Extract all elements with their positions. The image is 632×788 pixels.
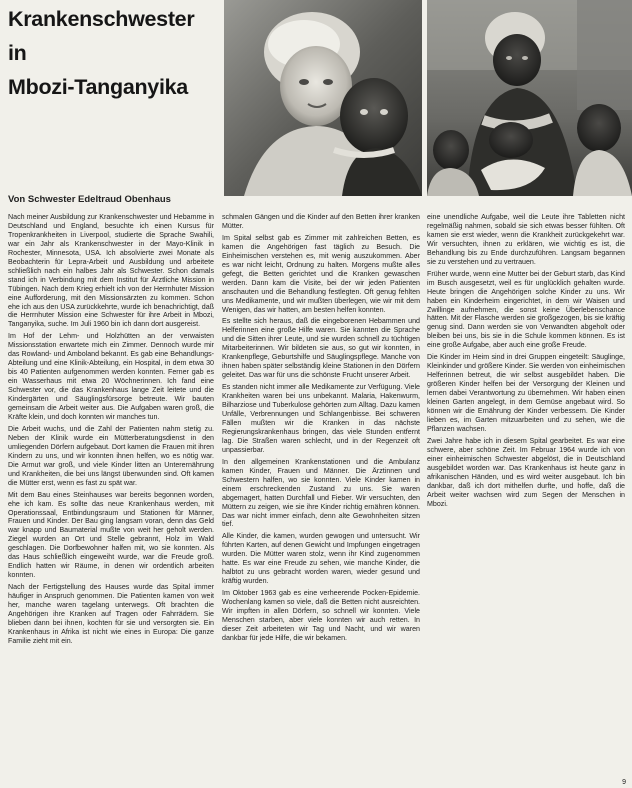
text-column-1	[8, 213, 214, 785]
mother-with-children-photo	[427, 0, 632, 196]
title-line-3: Mbozi-Tanganyika	[8, 75, 188, 99]
paragraph: Es stellte sich heraus, daß die eingeborenen Hebammen und Helferinnen eine große Hilfe waren. Sie kannten die Sprache und die Sitten ihrer Leute, und sie wurden schnell zu tüchtigen Mitarbeiterinnen. Wir bildeten sie aus, so gut wir konnten, in Krankenpflege, Geburtshilfe und Säuglingspflege. Manche von ihnen haben später selbständig kleine Stationen in den Dörfern geleitet. Das war für uns die schönste Frucht unserer Arbeit.	[222, 317, 420, 380]
text-column-3	[427, 213, 625, 785]
paragraph: Alle Kinder, die kamen, wurden gewogen und untersucht. Wir führten Karten, auf denen Gewicht und Impfungen eingetragen wurden. Die Mütter waren stolz, wenn ihr Kind zugenommen hatte. Es war eine Freude zu sehen, wie manche Kinder, die halbtot zu uns gebracht worden waren, wieder gesund und kräftig wurden.	[222, 532, 420, 586]
paragraph: Die Arbeit wuchs, und die Zahl der Patienten nahm stetig zu. Neben der Klinik wurde ein Mütterberatungsdienst in den umliegenden Dörfern aufgebaut. Dort kamen die Frauen mit ihren Kindern zu uns, und wir konnten ihnen helfen, wo es nötig war. Die Armut war groß, und viele Kinder litten an Unterernährung und Krankheiten, die bei uns längst überwunden sind. Oft kamen die Mütter erst, wenn es fast zu spät war.	[8, 424, 214, 487]
article-byline: Von Schwester Edeltraud Obenhaus	[8, 194, 171, 205]
nurse-with-child-photo	[224, 0, 422, 196]
page-number: 9	[622, 779, 626, 786]
paragraph: Die Kinder im Heim sind in drei Gruppen eingeteilt: Säuglinge, Kleinkinder und größere Kinder. Sie werden von einheimischen Helferinnen betreut, die wir selbst ausgebildet haben. Die größeren Kinder helfen bei der Versorgung der Kleinen und lernen dabei Verantwortung zu übernehmen. Wir haben einen kleinen Garten angelegt, in dem Gemüse angebaut wird. So können wir die Ernährung der Kinder verbessern. Die Kinder lieben es, im Garten mitzuarbeiten und zu sehen, wie die Pflanzen wachsen.	[427, 353, 625, 433]
paragraph: Nach meiner Ausbildung zur Krankenschwester und Hebamme in Deutschland und England, besuchte ich einen Kursus für Tropenkrankheiten in Liverpool, studierte die Sprache Swahili, war ein Jahr als Krankenschwester in der Mayo-Klinik in Rochester, Minnesota, USA. Ich absolvierte zwei Monate als Beobachterin für Lepra-Arbeit und Ausbildung und arbeitete schließlich nach ein halbes Jahr als Schwester. Schon damals stand ich in Verbindung mit dem Institut für Ärztliche Mission in Tübingen. Nach dem Krieg erhielt ich von der Herrnhuter Mission eine Aufforderung, mit den Missionsärzten zu kommen. Schon ehe ich aus den USA zurückkehrte, wurde ich benachrichtigt, daß die Herrnhuter Mission eine Schwester für ihre Arbeit in Mbozi, Tanganyika, suche. Im Juli 1960 bin ich dann dort ausgereist.	[8, 213, 214, 329]
text-column-2	[222, 213, 420, 785]
mother-with-children-image	[427, 0, 632, 196]
paragraph: eine unendliche Aufgabe, weil die Leute ihre Tabletten nicht regelmäßig nahmen, sobald sie sich etwas besser fühlten. Oft kamen sie erst wieder, wenn die Krankheit zurückgekehrt war. Wir versuchten, ihnen zu erklären, wie wichtig es ist, die Behandlung bis zu Ende durchzuführen. Langsam begannen sie zu verstehen und zu vertrauen.	[427, 213, 625, 266]
paragraph: Im Hof der Lehm- und Holzhütten an der verwaisten Missionsstation erwartete mich ein Zimmer. Dennoch wurde mir das Rowland- und Amboland bekannt. Es gab eine Behandlungs-Abteilung und eine Klinik-Abteilung, ein Hospital, in dem etwa 30 bis 40 Patienten aufgenommen werden konnten. Ferner gab es ein Wasserhaus mit etwa 20 Wöchnerinnen. Ich fand eine Schwester vor, die das Krankenhaus lange Zeit leitete und die Kindergärten und Säuglingsfürsorge betreute. Wir bauten gemeinsam die Arbeit weiter aus. Die Aufgaben waren groß, die Kräfte klein, und doch konnten wir manches tun.	[8, 332, 214, 421]
paragraph: Im Spital selbst gab es Zimmer mit zahlreichen Betten, es kamen die Angehörigen fast täglich zu Besuch. Die Einheimischen verstehen es, mit wenig auszukommen. Aber es war nicht leicht, Ordnung zu halten. Morgens mußte alles gefegt, die Betten gerichtet und die Kranken gewaschen werden. Dann kam die Visite, bei der wir jeden Patienten anschauten und die Behandlung festlegten. Oft genug fehlten uns Medikamente, und wir mußten überlegen, wie wir mit dem Wenigen, das wir hatten, am besten helfen konnten.	[222, 233, 420, 314]
nurse-with-child-image	[224, 0, 422, 196]
article-title	[8, 2, 220, 104]
title-line-2: in	[8, 41, 27, 65]
paragraph: Es standen nicht immer alle Medikamente zur Verfügung. Viele Krankheiten waren bei uns unbekannt. Malaria, Hakenwurm, Bilharziose und Tuberkulose gehörten zum Alltag. Dazu kamen Unfälle, Verbrennungen und Schlangenbisse. Bei schweren Fällen mußten wir die Kranken in das nächste Regierungskrankenhaus bringen, das viele Stunden entfernt lag. Die Straßen waren schlecht, und in der Regenzeit oft unpassierbar.	[222, 383, 420, 454]
paragraph: In den allgemeinen Krankenstationen und die Ambulanz kamen Kinder, Frauen und Männer. Die Ärztinnen und Schwestern halfen, wo sie konnten. Viele Kinder kamen in einem erschreckenden Zustand zu uns. Sie waren abgemagert, hatten Durchfall und Fieber. Wir versuchten, den Müttern zu zeigen, wie sie ihre Kinder richtig ernähren können. Das war nicht immer einfach, denn alte Gewohnheiten sitzen tief.	[222, 457, 420, 529]
paragraph: schmalen Gängen und die Kinder auf den Betten ihrer kranken Mütter.	[222, 213, 420, 230]
paragraph: Früher wurde, wenn eine Mutter bei der Geburt starb, das Kind im Busch ausgesetzt, weil es für unglücklich gehalten wurde. Heute bringen die Angehörigen solche Kinder zu uns. Wir haben ein Kinderheim eingerichtet, in dem wir Waisen und Zwillinge aufnehmen, die sonst keine Überlebenschance hätten. Mit der Flasche werden sie großgezogen, bis sie kräftig genug sind. Dann werden sie von Verwandten abgeholt oder bleiben bei uns, bis sie in die Schule kommen können. Es ist eine große Aufgabe, aber auch eine große Freude.	[427, 269, 625, 350]
title-line-1: Krankenschwester	[8, 7, 195, 31]
paragraph: Mit dem Bau eines Steinhauses war bereits begonnen worden, ehe ich kam. Es sollte das neue Krankenhaus werden, mit Operationssaal, Entbindungsraum und Stationen für Männer, Frauen und Kinder. Der Bau ging langsam voran, denn das Geld war knapp und Baumaterial mußte von weit her geholt werden. Ziegel wurden an Ort und Stelle gebrannt, Holz im Wald geschlagen. Die Dorfbewohner halfen mit, wo sie konnten. Als das Haus schließlich eingeweiht wurde, war die Freude groß. Endlich hatten wir Räume, in denen wir ordentlich arbeiten konnten.	[8, 490, 214, 580]
paragraph: Im Oktober 1963 gab es eine verheerende Pocken-Epidemie. Wochenlang kamen so viele, daß die Betten nicht ausreichten. Wir impften in allen Dörfern, so schnell wir konnten. Viele Menschen starben, aber viele konnten wir auch retten. In dieser Zeit arbeiteten wir Tag und Nacht, und wir waren dankbar für jede Hilfe, die wir bekamen.	[222, 589, 420, 642]
paragraph: Zwei Jahre habe ich in diesem Spital gearbeitet. Es war eine schwere, aber schöne Zeit. Im Februar 1964 wurde ich von einer einheimischen Schwester abgelöst, die in Deutschland ausgebildet worden war. Das Krankenhaus ist heute ganz in afrikanischen Händen, und es wird weiter ausgebaut. Ich bin dankbar, daß ich dort mithelfen durfte, und hoffe, daß die Arbeit weiter wachsen wird zum Segen der Menschen in Mbozi.	[427, 436, 625, 508]
paragraph: Nach der Fertigstellung des Hauses wurde das Spital immer häufiger in Anspruch genommen. Die Patienten kamen von weit her, manche waren tagelang unterwegs. Oft brachten die Angehörigen ihre Kranken auf Tragen oder Fahrrädern. Sie blieben dann bei ihnen, kochten für sie und versorgten sie. Ein Krankenhaus in Afrika ist nicht wie eines in Europa: Die ganze Familie zieht mit ein.	[8, 583, 214, 645]
